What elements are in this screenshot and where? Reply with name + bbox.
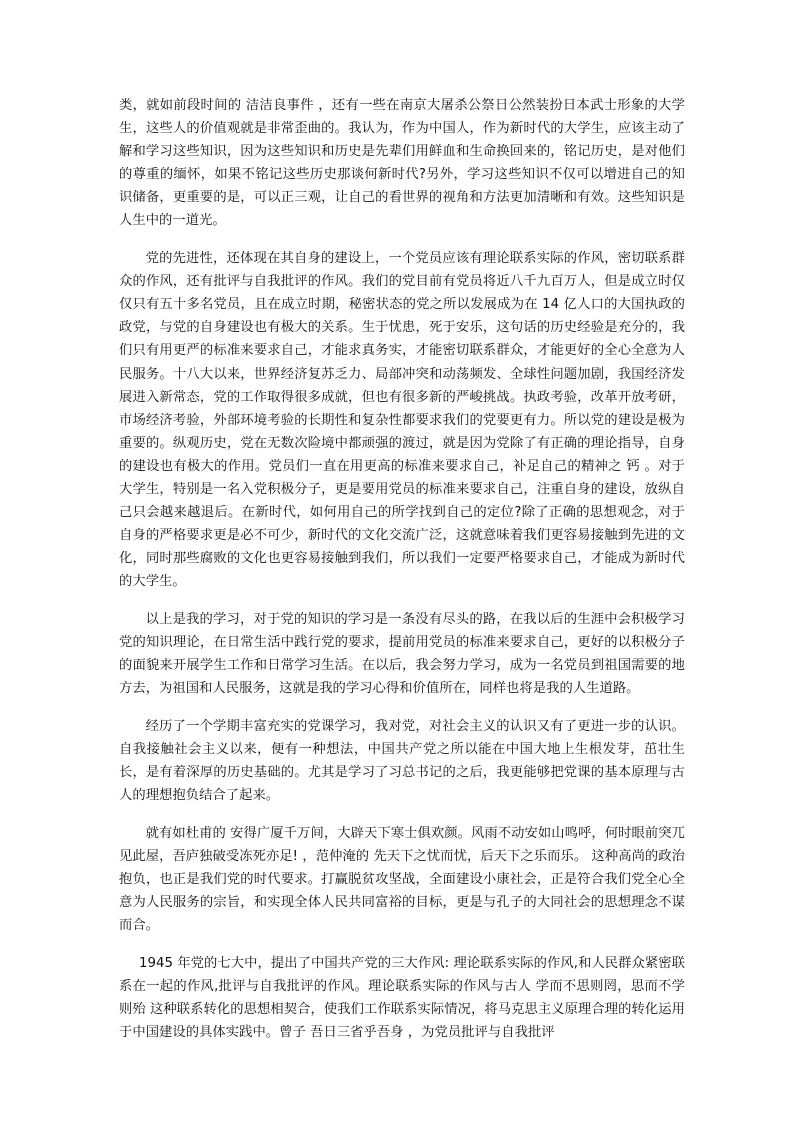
paragraph-1: 类，就如前段时间的 洁洁良事件 ，还有一些在南京大屠杀公祭日公然装扮日本武士形象的大学生，这些人的价值观就是非常歪曲的。我认为，作为中国人，作为新时代的大学生，应该主动了解和学习这些知识，因为这些知识和历史是先辈们用鲜血和生命换回来的，铭记历史，是对他们的尊重的缅怀，如果不铭记这些历史那谈何新时代?另外，学习这些知识不仅可以增进自己的知识储备，更重要的是，可以正三观，让自己的看世界的视角和方法更加清晰和有效。这些知识是人生中的一道光。 (119, 98, 685, 229)
paragraph-5: 就有如杜甫的 安得广厦千万间，大辟天下寒士俱欢颜。风雨不动安如山鸣呼，何时眼前突兀见此屋，吾庐独破受冻死亦足! ，范仲淹的 先天下之忧而忧，后天下之乐而乐。 这种高尚的政治抱负，也正是我们党的时代要求。打赢脱贫攻坚战，全面建设小康社会，正是符合我们党全心全意为人民服务的宗旨，和实现全体人民共同富裕的目标，更是与孔子的大同社会的思想理念不谋而合。 (119, 825, 685, 934)
paragraph-6: 1945 年党的七大中，提出了中国共产党的三大作风: 理论联系实际的作风,和人民群众紧密联系在一起的作风,批评与自我批评的作风。理论联系实际的作风与古人 学而不思则罔，思而不学则殆 这种联系转化的思想相契合，使我们工作联系实际情况，将马克思主义原理合理的转化运用于中国建设的具体实践中。曾子 吾日三省乎吾身 ，为党员批评与自我批评 (119, 955, 685, 1040)
document-page (119, 94, 685, 1059)
paragraph-2: 党的先进性，还体现在其自身的建设上，一个党员应该有理论联系实际的作风，密切联系群众的作风，还有批评与自我批评的作风。我们的党目前有党员将近八千九百万人，但是成立时仅仅只有五十多名党员，且在成立时期，秘密状态的党之所以发展成为在 14 亿人口的大国执政的政党，与党的自身建设也有极大的关系。生于忧患，死于安乐，这句话的历史经验是充分的，我们只有用更严的标准来要求自己，才能求真务实，才能密切联系群众，才能更好的全心全意为人民服务。十八大以来，世界经济复苏乏力、局部冲突和动荡频发、全球性问题加剧，我国经济发展进入新常态，党的工作取得很多成就，但也有很多新的严峻挑战。执政考验，改革开放考研，市场经济考验，外部环境考验的长期性和复杂性都要求我们的党要更有力。所以党的建设是极为重要的。纵观历史，党在无数次险境中都顽强的渡过，就是因为党除了有正确的理论指导，自身的建设也有极大的作用。党员们一直在用更高的标准来要求自己，补足自己的精神之 钙 。对于大学生，特别是一名入党积极分子，更是要用党员的标准来要求自己，注重自身的建设，放纵自己只会越来越退后。在新时代，如何用自己的所学找到自己的定位?除了正确的思想观念，对于自身的严格要求更是必不可少，新时代的文化交流广泛，这就意味着我们更容易接触到先进的文化，同时那些腐败的文化也更容易接触到我们，所以我们一定要严格要求自己，才能成为新时代的大学生。 (119, 251, 685, 590)
paragraph-4: 经历了一个学期丰富充实的党课学习，我对党，对社会主义的认识又有了更进一步的认识。自我接触社会主义以来，便有一种想法，中国共产党之所以能在中国大地上生根发芽，茁壮生长，是有着深厚的历史基础的。尤其是学习了习总书记的之后，我更能够把党课的基本原理与古人的理想抱负结合了起来。 (119, 718, 685, 804)
paragraph-3: 以上是我的学习，对于党的知识的学习是一条没有尽头的路，在我以后的生涯中会积极学习党的知识理论，在日常生活中践行党的要求，提前用党员的标准来要求自己，更好的以积极分子的面貌来开展学生工作和日常学习生活。在以后，我会努力学习，成为一名党员到祖国需要的地方去，为祖国和人民服务，这就是我的学习心得和价值所在，同样也将是我的人生道路。 (119, 611, 685, 697)
